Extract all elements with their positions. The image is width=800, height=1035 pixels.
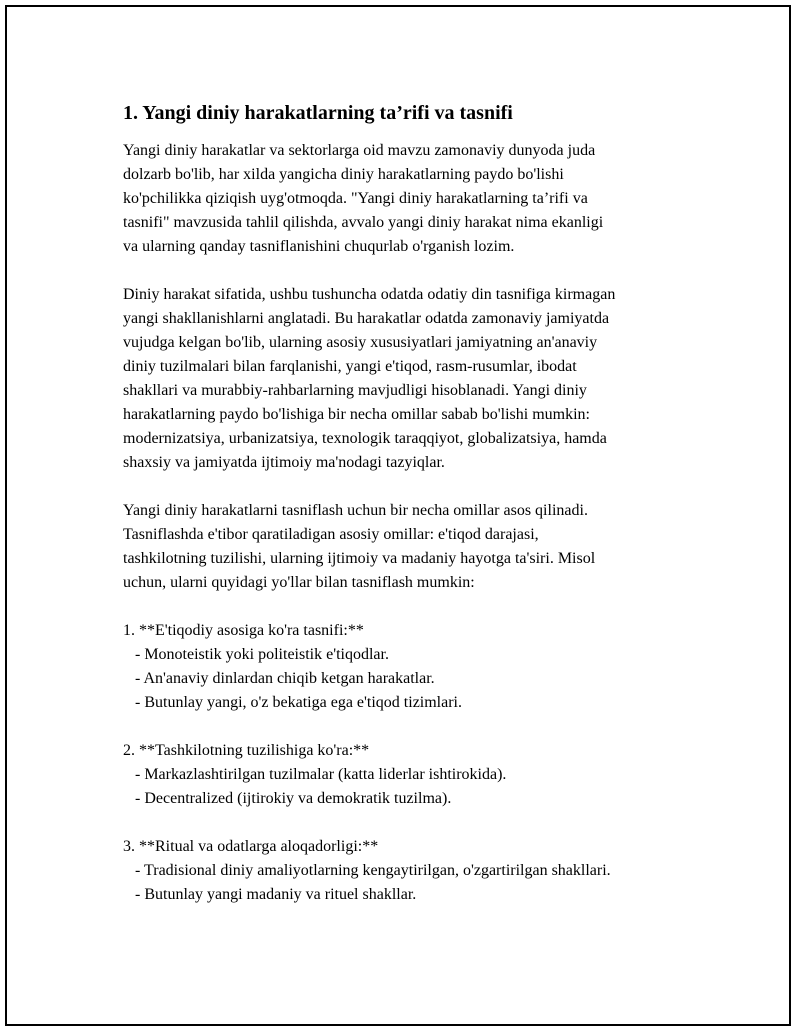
list-item: - Tradisional diniy amaliyotlarning kengaytirilgan, o'zgartirilgan shakllari. bbox=[135, 862, 611, 879]
list-ritual-relation bbox=[123, 835, 713, 907]
document-title: 1. Yangi diniy harakatlarning ta’rifi va tasnifi bbox=[123, 102, 513, 124]
list-item: - Butunlay yangi madaniy va rituel shakllar. bbox=[135, 886, 417, 903]
list-item: - Decentralized (ijtirokiy va demokratik tuzilma). bbox=[135, 790, 452, 807]
paragraph-intro: Yangi diniy harakatlar va sektorlarga oid mavzu zamonaviy dunyoda juda dolzarb bo'lib, har xilda yangicha diniy harakatlarning paydo bo'lishi ko'pchilikka qiziqish uyg'otmoqda. "Yangi diniy harakatlarning ta’rifi va tasnifi" mavzusida tahlil qilishda, avvalo yangi diniy harakat nima ekanligi va ularning qanday tasniflanishini chuqurlab o'rganish lozim. bbox=[123, 142, 604, 255]
list-item: - An'anaviy dinlardan chiqib ketgan harakatlar. bbox=[135, 670, 435, 687]
list-heading: 3. **Ritual va odatlarga aloqadorligi:** bbox=[123, 838, 379, 855]
paragraph-definition: Diniy harakat sifatida, ushbu tushuncha odatda odatiy din tasnifiga kirmagan yangi shakllanishlarni anglatadi. Bu harakatlar odatda zamonaviy jamiyatda vujudga kelgan bo'lib, ularning asosiy xususiyatlari jamiyatning an'anaviy diniy tuzilmalari bilan farqlanishi, yangi e'tiqod, rasm-rusumlar, ibodat shakllari va murabbiy-rahbarlarning mavjudligi hisoblanadi. Yangi diniy harakatlarning paydo bo'lishiga bir necha omillar sabab bo'lishi mumkin: modernizatsiya, urbanizatsiya, texnologik taraqqiyot, globalizatsiya, hamda shaxsiy va jamiyatda ijtimoiy ma'nodagi tazyiqlar. bbox=[123, 286, 616, 471]
paragraph-classification: Yangi diniy harakatlarni tasniflash uchun bir necha omillar asos qilinadi. Tasniflashda e'tibor qaratiladigan asosiy omillar: e'tiqod darajasi, tashkilotning tuzilishi, ularning ijtimoiy va madaniy hayotga ta'siri. Misol uchun, ularni quyidagi yo'llar bilan tasniflash mumkin: bbox=[123, 502, 596, 591]
document-body bbox=[123, 101, 713, 931]
list-heading: 1. **E'tiqodiy asosiga ko'ra tasnifi:** bbox=[123, 622, 364, 639]
list-item: - Monoteistik yoki politeistik e'tiqodlar. bbox=[135, 646, 389, 663]
list-item: - Markazlashtirilgan tuzilmalar (katta liderlar ishtirokida). bbox=[135, 766, 507, 783]
list-organization-structure bbox=[123, 739, 713, 811]
list-belief-basis bbox=[123, 619, 713, 715]
list-heading: 2. **Tashkilotning tuzilishiga ko'ra:** bbox=[123, 742, 370, 759]
list-item: - Butunlay yangi, o'z bekatiga ega e'tiqod tizimlari. bbox=[135, 694, 462, 711]
page-frame bbox=[5, 5, 791, 1026]
